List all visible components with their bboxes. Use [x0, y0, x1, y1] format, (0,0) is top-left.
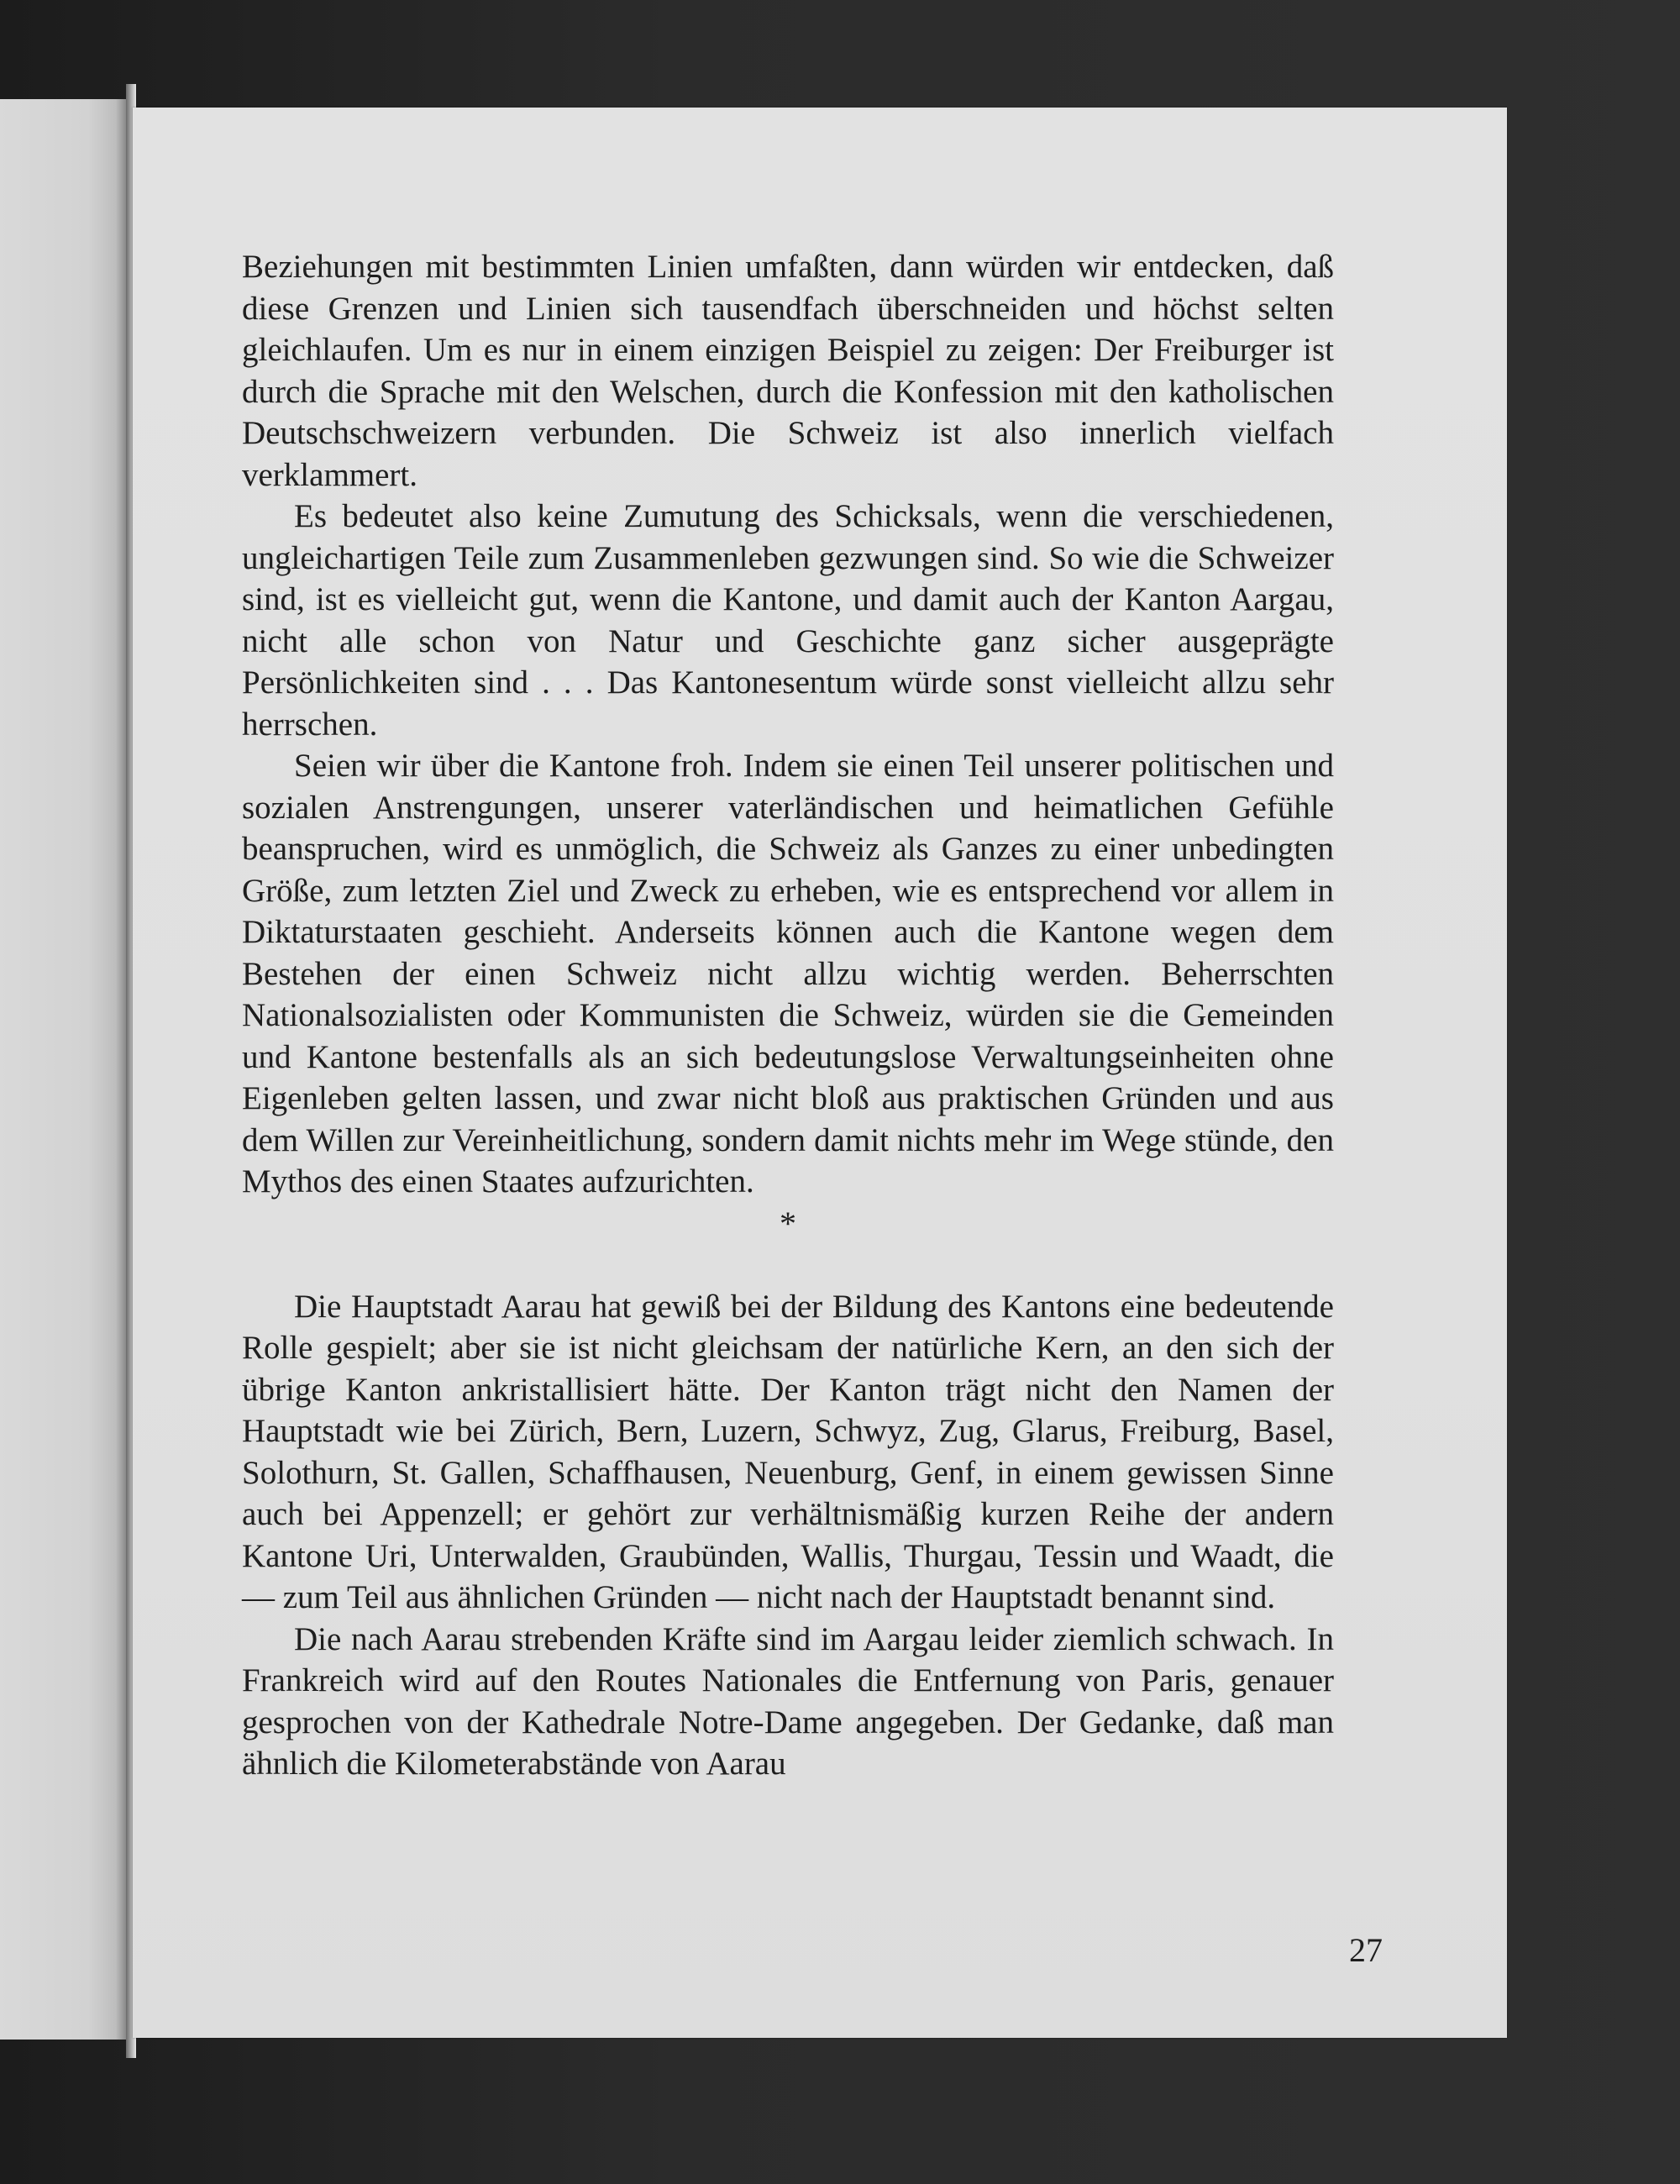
left-page-edge	[0, 99, 126, 2040]
body-text	[242, 246, 1334, 1785]
left-page-text-fragments	[0, 99, 126, 2040]
section-separator: *	[780, 1204, 796, 1242]
paragraph-2: Es bedeutet also keine Zumutung des Schicksals, wenn die verschiedenen, ungleichartigen Teile zum Zusammenleben gezwungen sind. So wie die Schweizer sind, ist es vielleicht gut, wenn die Kantone, und damit auch der Kanton Aargau, nicht alle schon von Natur und Geschichte ganz sicher ausgeprägte Persönlichkeiten sind . . . Das Kantonesentum würde sonst vielleicht allzu sehr herrschen.	[242, 498, 1334, 743]
page-number: 27	[1349, 1931, 1383, 1969]
book-page	[133, 108, 1507, 2038]
paragraph-3: Seien wir über die Kantone froh. Indem sie einen Teil unserer politischen und sozialen Anstrengungen, unserer vaterländischen und heimatlichen Gefühle beanspruchen, wird es unmöglich, die Schweiz als Ganzes zu einer unbedingten Größe, zum letzten Ziel und Zweck zu erheben, wie es entsprechend vor allem in Diktaturstaaten geschieht. Anderseits können auch die Kantone wegen dem Bestehen der einen Schweiz nicht allzu wichtig werden. Beherrschten Nationalsozialisten oder Kommunisten die Schweiz, würden sie die Gemeinden und Kantone bestenfalls als an sich bedeutungslose Verwaltungseinheiten ohne Eigenleben gelten lassen, und zwar nicht bloß aus praktischen Gründen und aus dem Willen zur Vereinheitlichung, sondern damit nichts mehr im Wege stünde, den Mythos des einen Staates aufzurichten.	[242, 748, 1334, 1200]
paragraph-4: Die Hauptstadt Aarau hat gewiß bei der Bildung des Kantons eine bedeutende Rolle gespielt; aber sie ist nicht gleichsam der natürliche Kern, an den sich der übrige Kanton ankristallisiert hätte. Der Kanton trägt nicht den Namen der Hauptstadt wie bei Zürich, Bern, Luzern, Schwyz, Zug, Glarus, Freiburg, Basel, Solothurn, St. Gallen, Schaffhausen, Neuenburg, Genf, in einem gewissen Sinne auch bei Appenzell; er gehört zur verhältnismäßig kurzen Reihe der andern Kantone Uri, Unterwalden, Graubünden, Wallis, Thurgau, Tessin und Waadt, die — zum Teil aus ähnlichen Gründen — nicht nach der Hauptstadt benannt sind.	[242, 1288, 1334, 1615]
paragraph-1: Beziehungen mit bestimmten Linien umfaßten, dann würden wir entdecken, daß diese Grenzen und Linien sich tausendfach überschneiden und höchst selten gleichlaufen. Um es nur in einem einzigen Beispiel zu zeigen: Der Freiburger ist durch die Sprache mit den Welschen, durch die Konfession mit den katholischen Deutschschweizern verbunden. Die Schweiz ist also innerlich vielfach verklammert.	[242, 249, 1334, 493]
paragraph-5: Die nach Aarau strebenden Kräfte sind im Aargau leider ziemlich schwach. In Frankreich wird auf den Routes Nationales die Entfernung von Paris, genauer gesprochen von der Kathedrale Notre-Dame angegeben. Der Gedanke, daß man ähnlich die Kilometerabstände von Aarau	[242, 1620, 1334, 1782]
